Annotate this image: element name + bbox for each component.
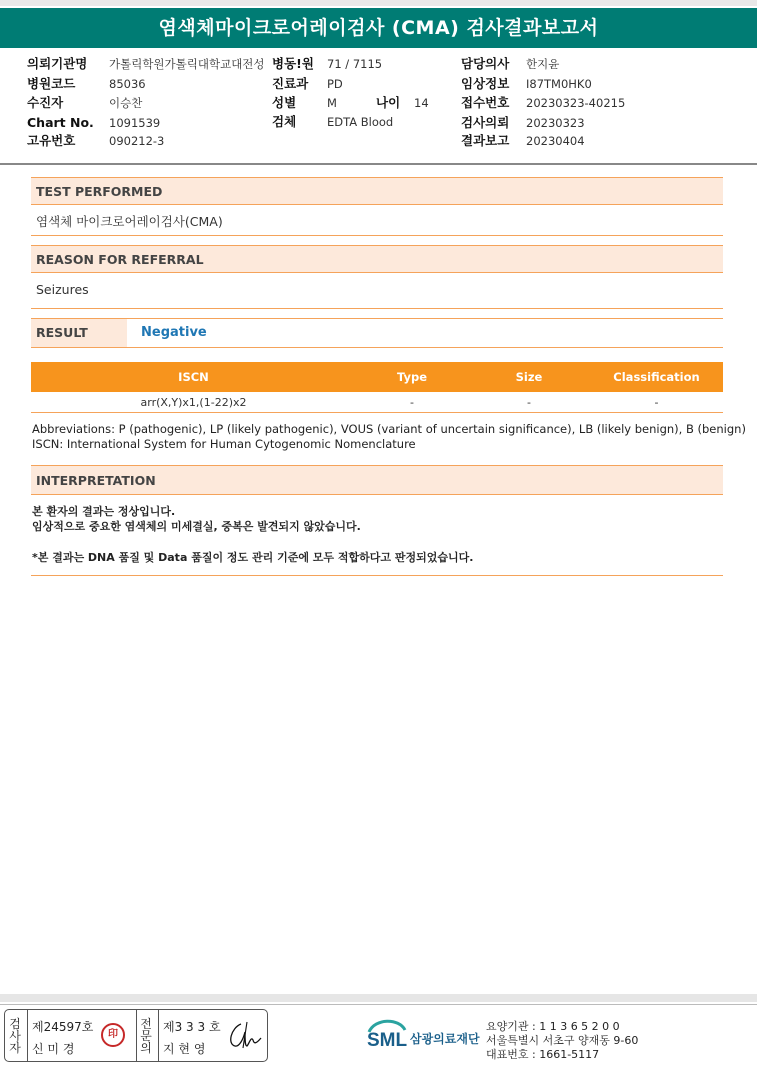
unique-id-value: 090212-3 bbox=[109, 134, 165, 148]
divider bbox=[31, 575, 723, 576]
patient-name-label: 수진자 bbox=[27, 95, 64, 110]
physician-label: 담당의사 bbox=[461, 56, 510, 71]
sex-value: M bbox=[327, 96, 337, 110]
iscn-header: ISCN bbox=[178, 370, 209, 384]
divider bbox=[158, 1010, 159, 1061]
test-performed-value: 염색체 마이크로어레이검사(CMA) bbox=[36, 214, 223, 229]
clinical-info-value: I87TM0HK0 bbox=[526, 77, 592, 91]
examiner-seal bbox=[101, 1023, 125, 1047]
classification-cell: - bbox=[654, 396, 659, 409]
footer-bar bbox=[0, 994, 757, 1002]
referring-institution-label: 의뢰기관명 bbox=[27, 56, 88, 71]
physician-label: 전문의 bbox=[140, 1017, 152, 1055]
accession-no-label: 접수번호 bbox=[461, 95, 510, 110]
patient-name-value: 이승찬 bbox=[109, 96, 143, 110]
result-value: Negative bbox=[141, 325, 207, 340]
interpretation-title: INTERPRETATION bbox=[31, 465, 723, 495]
department-label: 진료과 bbox=[272, 76, 309, 91]
iscn-cell: arr(X,Y)x1,(1-22)x2 bbox=[140, 396, 247, 409]
ward-value: 71 / 7115 bbox=[327, 57, 383, 71]
hospital-code-value: 85036 bbox=[109, 77, 146, 91]
divider bbox=[27, 1010, 28, 1061]
organization-phone: 대표번호 : 1661-5117 bbox=[486, 1048, 600, 1061]
result-label: RESULT bbox=[31, 319, 127, 347]
chart-no-value: 1091539 bbox=[109, 116, 161, 130]
reason-title: REASON FOR REFERRAL bbox=[31, 245, 723, 273]
examiner-label: 검사자 bbox=[9, 1017, 21, 1055]
organization-address: 서울특별시 서초구 양재동 9-60 bbox=[486, 1034, 639, 1047]
sml-logo bbox=[365, 1016, 480, 1060]
divider bbox=[31, 235, 723, 236]
specimen-value: EDTA Blood bbox=[327, 115, 394, 129]
examiner-name: 신 미 경 bbox=[32, 1042, 75, 1056]
clinical-info-label: 임상정보 bbox=[461, 76, 510, 91]
interpretation-line: 본 환자의 결과는 정상입니다. bbox=[32, 505, 176, 518]
size-cell: - bbox=[527, 396, 531, 409]
request-date-value: 20230323 bbox=[526, 116, 585, 130]
result-row bbox=[31, 318, 723, 348]
interpretation-note: *본 결과는 DNA 품질 및 Data 품질이 정도 관리 기준에 모두 적합하다고 판정되었습니다. bbox=[32, 551, 474, 564]
size-header: Size bbox=[515, 370, 543, 384]
results-table-header bbox=[31, 362, 723, 392]
report-date-label: 결과보고 bbox=[461, 133, 510, 148]
report-date-value: 20230404 bbox=[526, 134, 585, 148]
age-label: 나이 bbox=[376, 95, 401, 110]
classification-header: Classification bbox=[613, 370, 700, 384]
type-header: Type bbox=[396, 370, 427, 384]
referring-institution-value: 가톨릭학원가톨릭대학교대전성 bbox=[109, 57, 265, 71]
test-performed-title: TEST PERFORMED bbox=[31, 177, 723, 205]
iscn-definition-text: ISCN: International System for Human Cytogenomic Nomenclature bbox=[32, 437, 416, 451]
seal-glyph: 印 bbox=[108, 1029, 118, 1040]
top-border bbox=[0, 0, 757, 6]
table-bottom-line bbox=[31, 412, 723, 413]
chart-no-label: Chart No. bbox=[27, 115, 94, 130]
hospital-code-label: 병원코드 bbox=[27, 76, 76, 91]
abbreviations-text: Abbreviations: P (pathogenic), LP (likely pathogenic), VOUS (variant of uncertain significance), LB (likely benign), B (benign) bbox=[32, 422, 746, 436]
unique-id-label: 고유번호 bbox=[27, 133, 76, 148]
report-title: 염색체마이크로어레이검사 (CMA) 검사결과보고서 bbox=[0, 8, 757, 48]
physician-license-no: 제3 3 3 호 bbox=[163, 1020, 221, 1034]
divider bbox=[31, 308, 723, 309]
physician-name: 지 현 영 bbox=[163, 1042, 206, 1056]
age-value: 14 bbox=[414, 96, 429, 110]
request-date-label: 검사의뢰 bbox=[461, 115, 510, 130]
reason-value: Seizures bbox=[36, 282, 89, 297]
physician-value: 한지윤 bbox=[526, 57, 560, 71]
sex-label: 성별 bbox=[272, 95, 297, 110]
organization-name: 삼광의료재단 bbox=[410, 1032, 480, 1046]
sml-logo-icon bbox=[365, 1016, 409, 1056]
header-divider bbox=[0, 163, 757, 165]
interpretation-line: 임상적으로 중요한 염색체의 미세결실, 중복은 발견되지 않았습니다. bbox=[32, 520, 361, 533]
signature-box bbox=[4, 1009, 268, 1062]
examiner-license-no: 제24597호 bbox=[32, 1020, 94, 1034]
facility-code: 요양기관 : 1 1 3 6 5 2 0 0 bbox=[486, 1020, 620, 1033]
divider bbox=[136, 1010, 137, 1061]
physician-signature-icon bbox=[223, 1018, 265, 1054]
specimen-label: 검체 bbox=[272, 114, 297, 129]
footer-divider bbox=[0, 1004, 757, 1005]
type-cell: - bbox=[410, 396, 414, 409]
ward-label: 병동!원 bbox=[272, 56, 314, 71]
department-value: PD bbox=[327, 77, 343, 91]
logo-text: SML bbox=[367, 1030, 408, 1051]
accession-no-value: 20230323-40215 bbox=[526, 96, 626, 110]
